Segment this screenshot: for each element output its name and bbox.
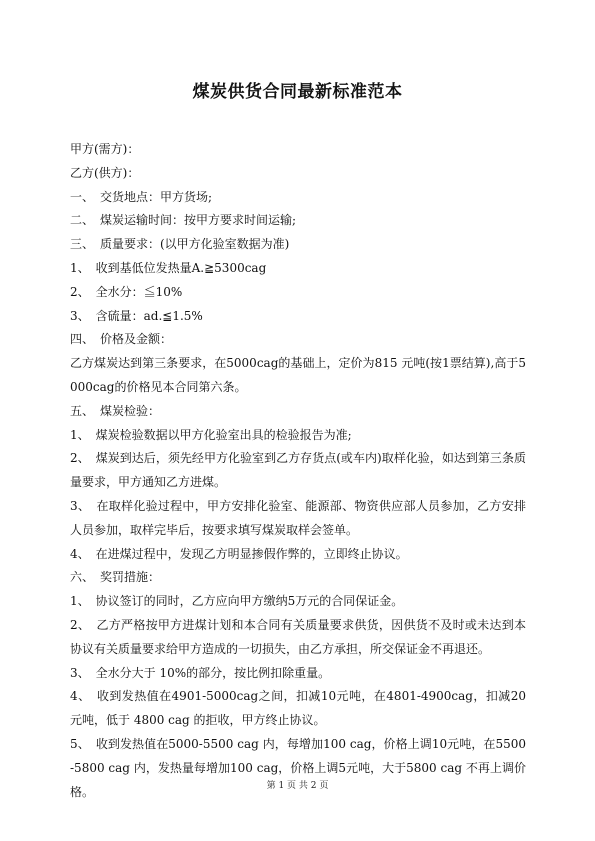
inspection-item-1: 1、 煤炭检验数据以甲方化验室出具的检验报告为准; [70, 427, 352, 442]
penalty-item-1: 1、 协议签订的同时，乙方应向甲方缴纳5万元的合同保证金。 [70, 594, 404, 609]
party-b-line: 乙方(供方)： [70, 165, 140, 180]
penalty-item-5: 5、 收到发热值在5000-5500 cag 内，每增加100 cag，价格上调10元吨，在5500-5800 cag 内，发热量每增加100 cag，价格上调5元吨，大于5800 cag 不再上调价格。 [70, 736, 526, 799]
inspection-item-2: 2、 煤炭到达后，须先经甲方化验室到乙方存货点(或车内)取样化验，如达到第三条质量要求，甲方通知乙方进煤。 [70, 451, 526, 490]
clause-1-delivery: 一、 交货地点：甲方货场; [70, 189, 213, 204]
document-body [70, 138, 526, 804]
document-title: 煤炭供货合同最新标准范本 [192, 82, 403, 102]
quality-item-2: 2、 全水分：≦10% [70, 284, 183, 299]
penalty-item-4: 4、 收到发热值在4901-5000cag之间，扣减10元吨，在4801-4900cag，扣减20元吨，低于 4800 cag 的拒收，甲方终止协议。 [70, 689, 526, 728]
penalty-item-3: 3、 全水分大于 10%的部分，按比例扣除重量。 [70, 665, 331, 680]
inspection-item-3: 3、 在取样化验过程中，甲方安排化验室、能源部、物资供应部人员参加，乙方安排人员参加，取样完毕后，按要求填写煤炭取样会签单。 [70, 498, 526, 537]
price-paragraph: 乙方煤炭达到第三条要求，在5000cag的基础上，定价为815 元吨(按1票结算),高于5000cag的价格见本合同第六条。 [70, 356, 526, 394]
clause-2-transport: 二、 煤炭运输时间：按甲方要求时间运输; [70, 213, 297, 228]
party-a-line: 甲方(需方)： [70, 142, 140, 156]
clause-3-quality: 三、 质量要求：(以甲方化验室数据为准) [70, 237, 290, 252]
clause-5-inspection: 五、 煤炭检验： [70, 403, 161, 418]
quality-item-1: 1、 收到基低位发热量A.≧5300cag [70, 260, 267, 275]
penalty-item-2: 2、 乙方严格按甲方进煤计划和本合同有关质量要求供货，因供货不及时或未达到本协议有关质量要求给甲方造成的一切损失，由乙方承担，所交保证金不再退还。 [70, 617, 526, 656]
quality-item-3: 3、 含硫量：ad.≦1.5% [70, 308, 203, 323]
clause-6-penalties: 六、 奖罚措施： [70, 570, 161, 585]
inspection-item-4: 4、 在进煤过程中，发现乙方明显掺假作弊的，立即终止协议。 [70, 546, 408, 561]
clause-4-price: 四、 价格及金额： [70, 332, 173, 347]
page-number-footer: 第 1 页 共 2 页 [266, 781, 329, 791]
